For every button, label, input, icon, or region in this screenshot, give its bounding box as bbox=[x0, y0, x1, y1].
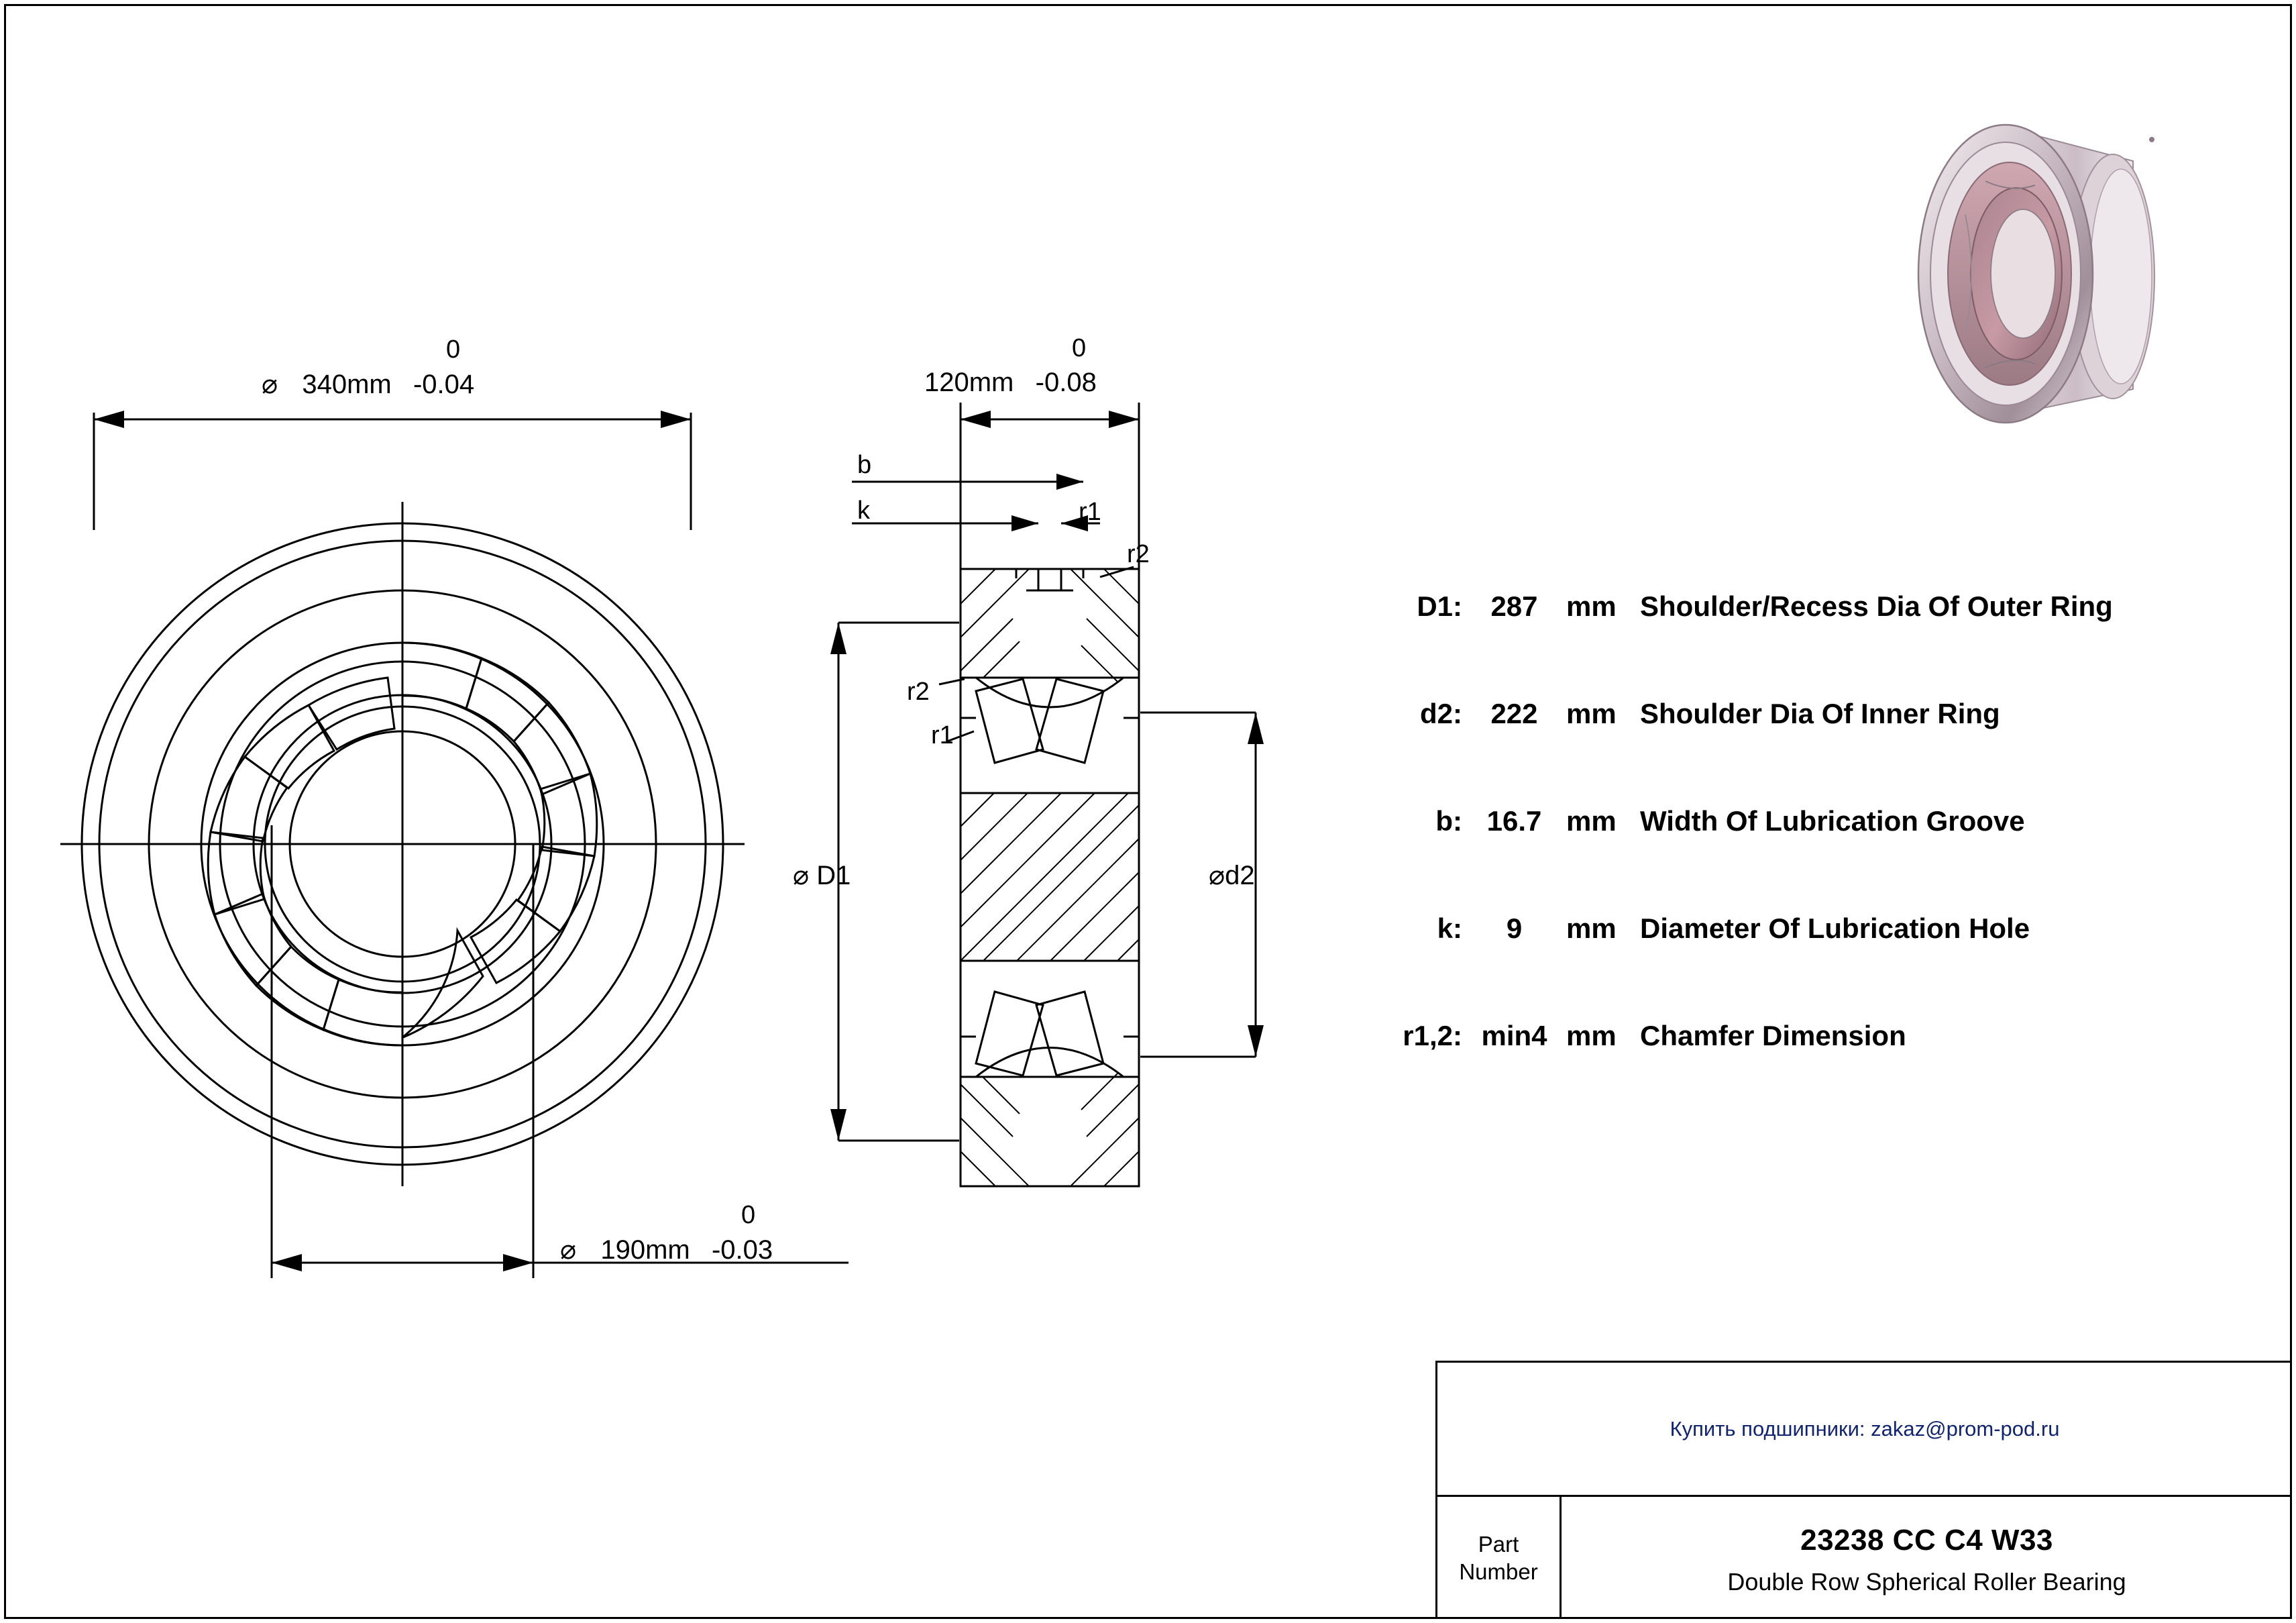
label-r1-top: r1 bbox=[1079, 498, 1101, 526]
section-view-geometry bbox=[961, 569, 1139, 1186]
spec-symbol: k: bbox=[1437, 912, 1462, 944]
part-label-line2: Number bbox=[1459, 1559, 1538, 1584]
dim-bore-diameter bbox=[272, 825, 849, 1278]
outer-dia-tol-lower: -0.04 bbox=[413, 370, 475, 399]
label-r2-top: r2 bbox=[1127, 540, 1150, 568]
spec-value: min4 bbox=[1481, 1020, 1547, 1051]
part-number: 23238 CC C4 W33 bbox=[1800, 1524, 2053, 1557]
spec-row-b bbox=[1362, 805, 2247, 912]
spec-description: Diameter Of Lubrication Hole bbox=[1640, 912, 2030, 944]
spec-unit: mm bbox=[1566, 1020, 1617, 1051]
part-description: Double Row Spherical Roller Bearing bbox=[1727, 1568, 2126, 1595]
width-tol-lower: -0.08 bbox=[1035, 368, 1097, 397]
spec-unit: mm bbox=[1566, 805, 1617, 837]
spec-symbol: D1: bbox=[1417, 590, 1462, 622]
spec-row-r12 bbox=[1362, 1020, 2247, 1127]
spec-symbol: d2: bbox=[1420, 698, 1462, 729]
outer-dia-tol-upper: 0 bbox=[446, 335, 461, 364]
specification-list bbox=[1362, 590, 2247, 1127]
label-k: k bbox=[857, 496, 870, 525]
supplier-email: Купить подшипники: zakaz@prom-pod.ru bbox=[1670, 1416, 2060, 1441]
dia-symbol-bore: ⌀ bbox=[560, 1235, 577, 1265]
outer-dia-value: 340mm bbox=[302, 370, 392, 399]
bore-dia-value: 190mm bbox=[600, 1235, 690, 1265]
spec-unit: mm bbox=[1566, 590, 1617, 622]
part-number-label-cell bbox=[1437, 1497, 1562, 1619]
spec-value: 9 bbox=[1506, 912, 1523, 944]
spec-symbol: r1,2: bbox=[1403, 1020, 1462, 1051]
spec-unit: mm bbox=[1566, 698, 1617, 729]
width-tol-upper: 0 bbox=[1072, 334, 1087, 362]
spec-description: Shoulder/Recess Dia Of Outer Ring bbox=[1640, 590, 2113, 622]
part-number-value-cell bbox=[1562, 1497, 2292, 1619]
spec-unit: mm bbox=[1566, 912, 1617, 944]
isometric-bearing-render bbox=[1918, 125, 2154, 423]
label-b: b bbox=[857, 451, 872, 479]
dim-section-width bbox=[961, 403, 1139, 577]
spec-value: 222 bbox=[1490, 698, 1538, 729]
spec-description: Shoulder Dia Of Inner Ring bbox=[1640, 698, 2000, 729]
part-label-line1: Part bbox=[1478, 1531, 1519, 1557]
bore-dia-tol-upper: 0 bbox=[741, 1201, 756, 1229]
label-D1: ⌀ D1 bbox=[793, 861, 851, 890]
bore-dia-tol-lower: -0.03 bbox=[711, 1235, 773, 1265]
label-r1-inner: r1 bbox=[931, 721, 954, 749]
spec-description: Chamfer Dimension bbox=[1640, 1020, 1906, 1051]
section-width-value: 120mm bbox=[924, 368, 1014, 397]
front-view-geometry bbox=[60, 502, 745, 1186]
dia-symbol-outer: ⌀ bbox=[262, 370, 278, 399]
label-d2: ⌀d2 bbox=[1209, 861, 1255, 890]
spec-value: 287 bbox=[1490, 590, 1538, 622]
spec-row-k bbox=[1362, 912, 2247, 1020]
title-block-email-row bbox=[1437, 1363, 2292, 1497]
title-block-bottom-row bbox=[1437, 1497, 2292, 1619]
spec-description: Width Of Lubrication Groove bbox=[1640, 805, 2025, 837]
outer-dia-label bbox=[262, 369, 474, 400]
section-width-label bbox=[924, 368, 1097, 398]
spec-row-D1 bbox=[1362, 590, 2247, 698]
bore-dia-label bbox=[560, 1235, 773, 1265]
dim-outer-diameter bbox=[94, 411, 691, 530]
spec-row-d2 bbox=[1362, 698, 2247, 805]
title-block bbox=[1435, 1361, 2292, 1619]
label-r2-inner: r2 bbox=[907, 678, 930, 706]
spec-symbol: b: bbox=[1435, 805, 1462, 837]
spec-value: 16.7 bbox=[1486, 805, 1542, 837]
